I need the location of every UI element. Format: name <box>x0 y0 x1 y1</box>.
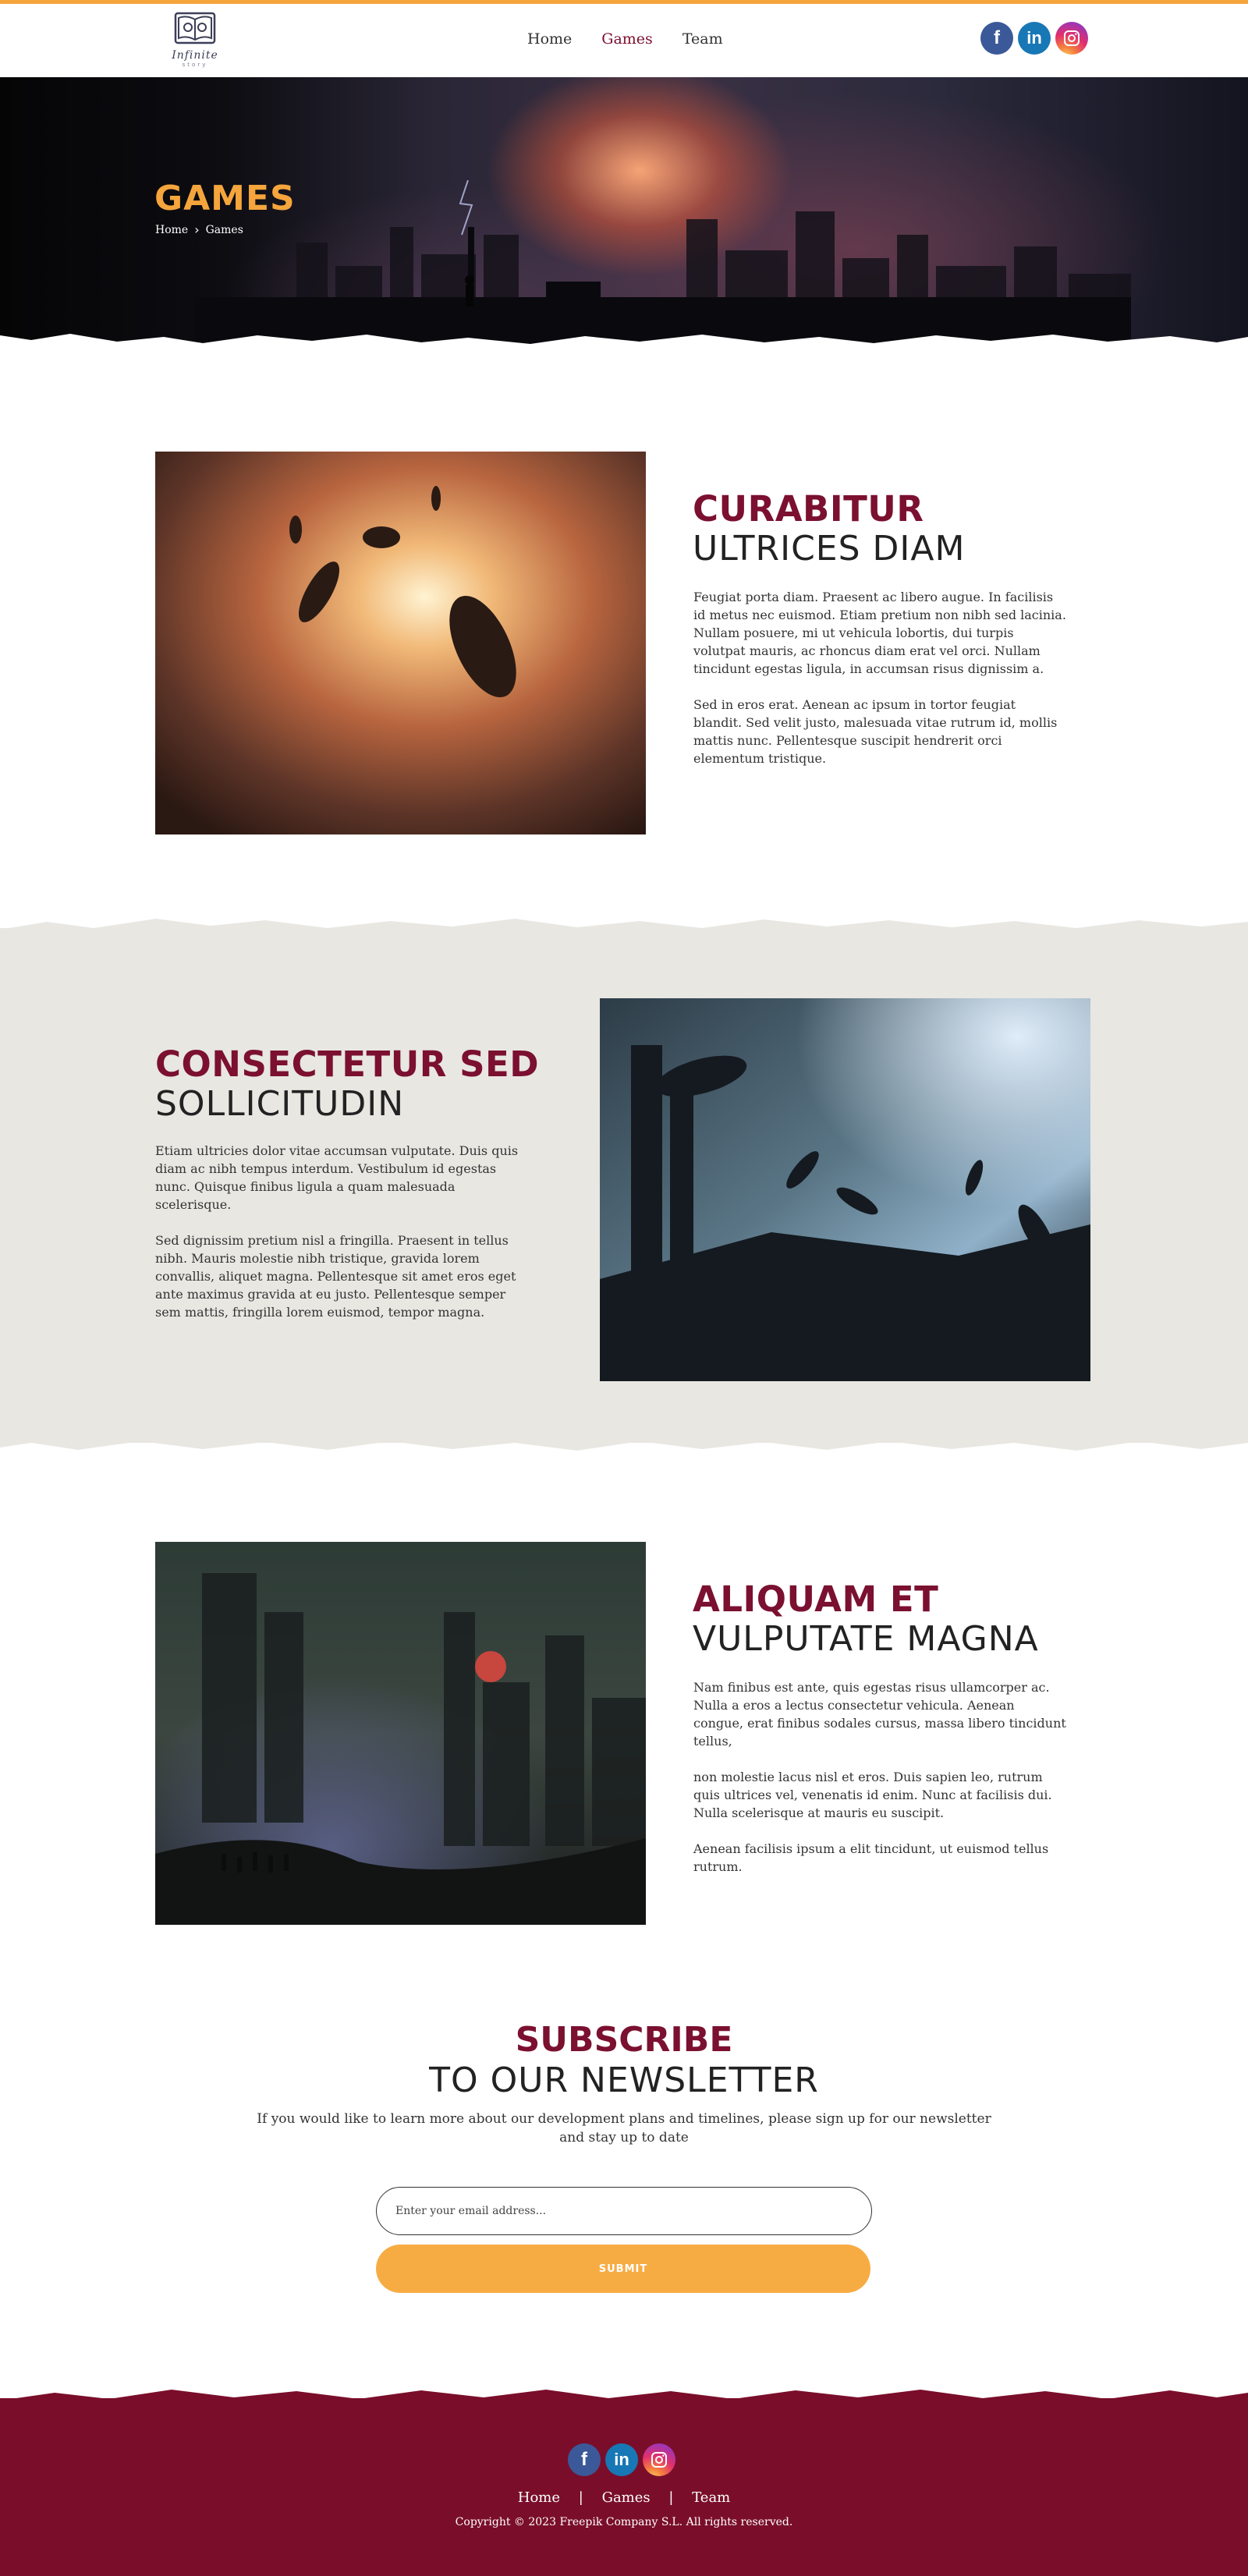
footer-nav-separator: | <box>668 2489 674 2506</box>
section-3-image <box>155 1542 646 1925</box>
section-1-image <box>155 452 646 834</box>
section-3-title-light: VULPUTATE MAGNA <box>693 1619 1039 1659</box>
hero-banner <box>0 77 1248 352</box>
newsletter-title-light: TO OUR NEWSLETTER <box>429 2060 819 2100</box>
breadcrumb <box>155 222 243 237</box>
main-nav <box>527 30 753 48</box>
footer-nav <box>0 2489 1248 2506</box>
site-header <box>0 4 1248 77</box>
instagram-icon[interactable] <box>643 2443 675 2476</box>
section-2-paragraph: Etiam ultricies dolor vitae accumsan vulputate. Duis quis diam ac nibh tempus interdum. Vestibulum id egestas nunc. Quisque finibus ligula a quam malesuada scelerisque. <box>155 1143 519 1212</box>
footer-nav-games[interactable]: Games <box>601 2489 651 2506</box>
newsletter-description: If you would like to learn more about our development plans and timelines, please sign up for our newsletter and stay up to date <box>257 2111 991 2145</box>
breadcrumb-home[interactable]: Home <box>155 223 189 236</box>
instagram-icon[interactable] <box>1055 22 1088 55</box>
section-2-body <box>155 1142 528 1339</box>
facebook-icon[interactable]: f <box>980 22 1013 55</box>
section-1-heading <box>693 490 965 569</box>
section-2-image <box>600 998 1090 1381</box>
newsletter-heading <box>0 2020 1248 2101</box>
section-1-body <box>693 588 1066 785</box>
section-1-title-bold: CURABITUR <box>693 488 924 530</box>
torn-edge-divider <box>0 328 1248 359</box>
section-2-title-light: SOLLICITUDIN <box>155 1084 405 1124</box>
nav-team[interactable]: Team <box>682 30 723 48</box>
section-3-paragraph: Aenean facilisis ipsum a elit tincidunt, ut euismod tellus rutrum. <box>693 1841 1049 1874</box>
book-logo-icon <box>172 10 218 48</box>
newsletter-title-bold: SUBSCRIBE <box>515 2020 733 2060</box>
section-1-title-light: ULTRICES DIAM <box>693 529 966 569</box>
section-3-heading <box>693 1580 1039 1660</box>
breadcrumb-current: Games <box>205 223 243 236</box>
facebook-icon[interactable]: f <box>568 2443 601 2476</box>
footer-nav-separator: | <box>578 2489 583 2506</box>
logo[interactable] <box>156 10 234 76</box>
nav-games[interactable]: Games <box>601 30 653 48</box>
nav-home[interactable]: Home <box>527 30 573 48</box>
logo-wordmark: Infinite <box>172 49 218 62</box>
section-3-paragraph: Nam finibus est ante, quis egestas risus ullamcorper ac. Nulla a eros a lectus consectetur vehicula. Aenean congue, erat finibus sodales cursus, massa libero tincidunt tellus, <box>693 1680 1066 1749</box>
site-footer <box>0 2398 1248 2576</box>
section-1-paragraph: Sed in eros erat. Aenean ac ipsum in tortor feugiat blandit. Sed velit justo, malesuada vitae rutrum id, mollis mattis nunc. Pellentesque suscipit hendrerit orci elementum tristique. <box>693 697 1058 766</box>
section-2-heading <box>155 1045 539 1125</box>
submit-button[interactable]: SUBMIT <box>376 2245 870 2293</box>
footer-social-links <box>568 2443 675 2476</box>
email-input[interactable] <box>376 2187 872 2235</box>
header-social-links <box>980 22 1088 55</box>
section-3-paragraph: non molestie lacus nisl et eros. Duis sapien leo, rutrum quis ultrices vel, venenatis id enim. Nunc at facilisis dui. Nulla scelerisque at mauris eu suscipit. <box>693 1770 1052 1820</box>
section-3-body <box>693 1678 1066 1894</box>
torn-edge-divider <box>0 914 1248 942</box>
logo-subtitle: story <box>182 62 208 68</box>
section-3-title-bold: ALIQUAM ET <box>693 1579 939 1620</box>
linkedin-icon[interactable]: in <box>1018 22 1051 55</box>
page-title: GAMES <box>154 179 296 218</box>
footer-nav-home[interactable]: Home <box>517 2489 561 2506</box>
copyright-text: Copyright © 2023 Freepik Company S.L. All rights reserved. <box>455 2516 793 2528</box>
section-1-paragraph: Feugiat porta diam. Praesent ac libero augue. In facilisis id metus nec euismod. Etiam pretium non nibh sed lacinia. Nullam posuere, mi ut vehicula lobortis, dui turpis volutpat mauris, ac rhoncus diam erat vel orci. Nullam tincidunt egestas ligula, in accumsan risus dignissim a. <box>693 590 1066 676</box>
chevron-right-icon: › <box>194 222 200 237</box>
linkedin-icon[interactable]: in <box>605 2443 638 2476</box>
torn-edge-divider <box>0 1432 1248 1460</box>
footer-nav-team[interactable]: Team <box>692 2489 731 2506</box>
section-2-paragraph: Sed dignissim pretium nisl a fringilla. Praesent in tellus nibh. Mauris molestie nibh tristique, gravida lorem convallis, aliquet magna. Pellentesque sit amet eros eget ante maximus gravida at eu justo. Pellentesque semper sem mattis, fringilla lorem euismod, tempor magna. <box>155 1233 516 1320</box>
section-2-title-bold: CONSECTETUR SED <box>155 1044 540 1085</box>
